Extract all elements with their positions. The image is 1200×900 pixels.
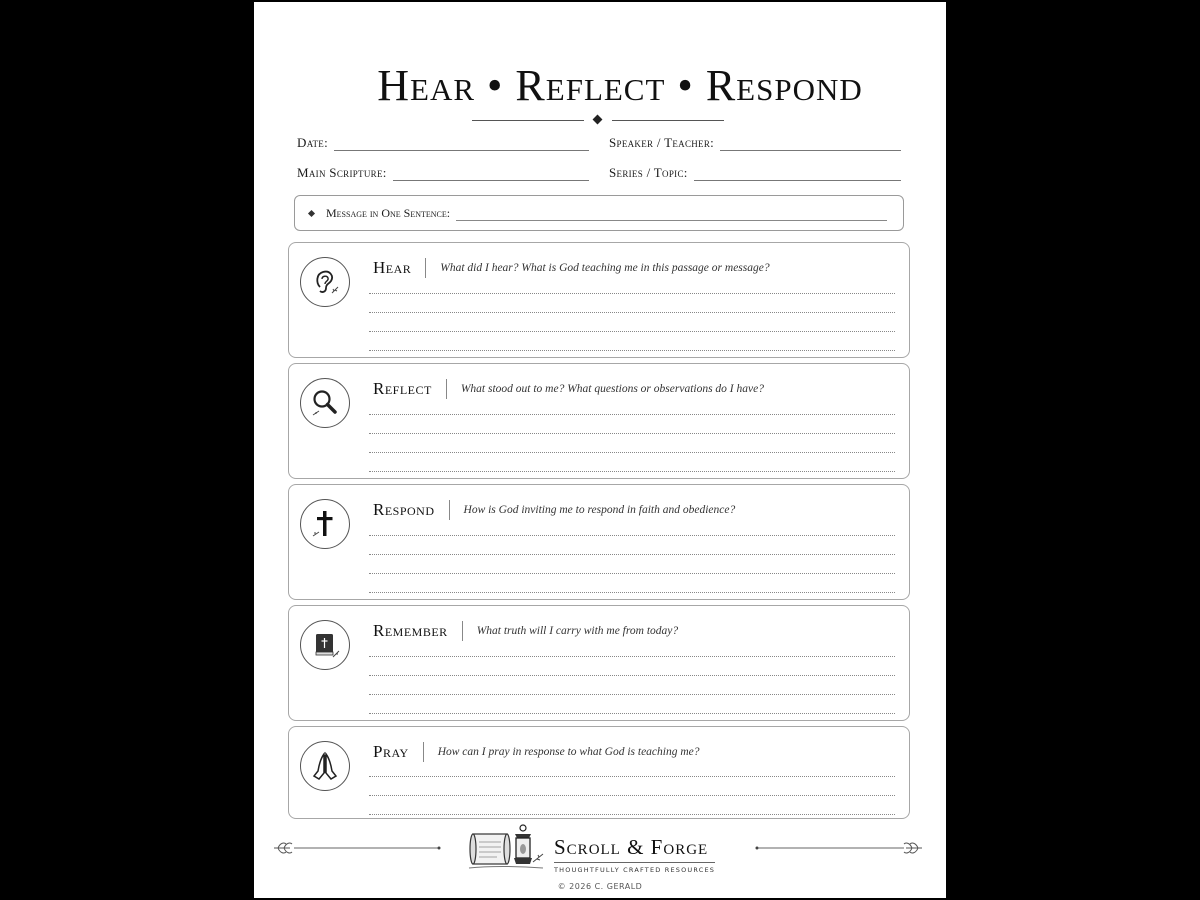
section-title: Pray [373, 742, 409, 761]
cross-icon [300, 499, 350, 549]
writing-lines[interactable] [369, 243, 895, 357]
diamond-bullet-icon [308, 209, 315, 216]
section-pray[interactable] [288, 726, 910, 819]
section-respond[interactable] [288, 484, 910, 600]
message-label: Message in One Sentence: [326, 205, 451, 220]
writing-lines[interactable] [369, 606, 895, 720]
date-field[interactable] [297, 135, 589, 151]
section-title: Reflect [373, 379, 432, 398]
date-label: Date: [297, 135, 328, 150]
section-prompt: What stood out to me? What questions or observations do I have? [460, 383, 764, 395]
page-title: Hear • Reflect • Respond [377, 61, 863, 110]
section-title: Hear [373, 258, 412, 277]
copyright: © 2026 C. GERALD [557, 882, 643, 891]
ear-icon [300, 257, 350, 307]
series-field[interactable] [609, 165, 901, 181]
section-title: Remember [373, 621, 448, 640]
bible-icon [300, 620, 350, 670]
section-hear[interactable] [288, 242, 910, 358]
writing-lines[interactable] [369, 485, 895, 599]
message-sentence-field[interactable] [294, 195, 904, 231]
brand-tagline: THOUGHTFULLY CRAFTED RESOURCES [554, 862, 715, 874]
worksheet-page [254, 2, 946, 898]
section-prompt: What truth will I carry with me from today? [476, 625, 679, 637]
brand [554, 835, 715, 874]
series-label: Series / Topic: [609, 165, 688, 180]
writing-lines[interactable] [369, 364, 895, 478]
section-remember[interactable] [288, 605, 910, 721]
section-title: Respond [373, 500, 435, 519]
brand-name: Scroll & Forge [554, 835, 709, 859]
speaker-field[interactable] [609, 135, 901, 151]
writing-lines[interactable] [369, 727, 895, 818]
section-prompt: How is God inviting me to respond in faith and obedience? [463, 504, 736, 516]
speaker-label: Speaker / Teacher: [609, 135, 715, 150]
section-prompt: How can I pray in response to what God is teaching me? [437, 746, 700, 758]
section-prompt: What did I hear? What is God teaching me in this passage or message? [440, 262, 770, 274]
scripture-label: Main Scripture: [297, 165, 387, 180]
section-reflect[interactable] [288, 363, 910, 479]
title-divider [472, 115, 724, 127]
scripture-field[interactable] [297, 165, 589, 181]
praying-hands-icon [300, 741, 350, 791]
magnifier-icon [300, 378, 350, 428]
